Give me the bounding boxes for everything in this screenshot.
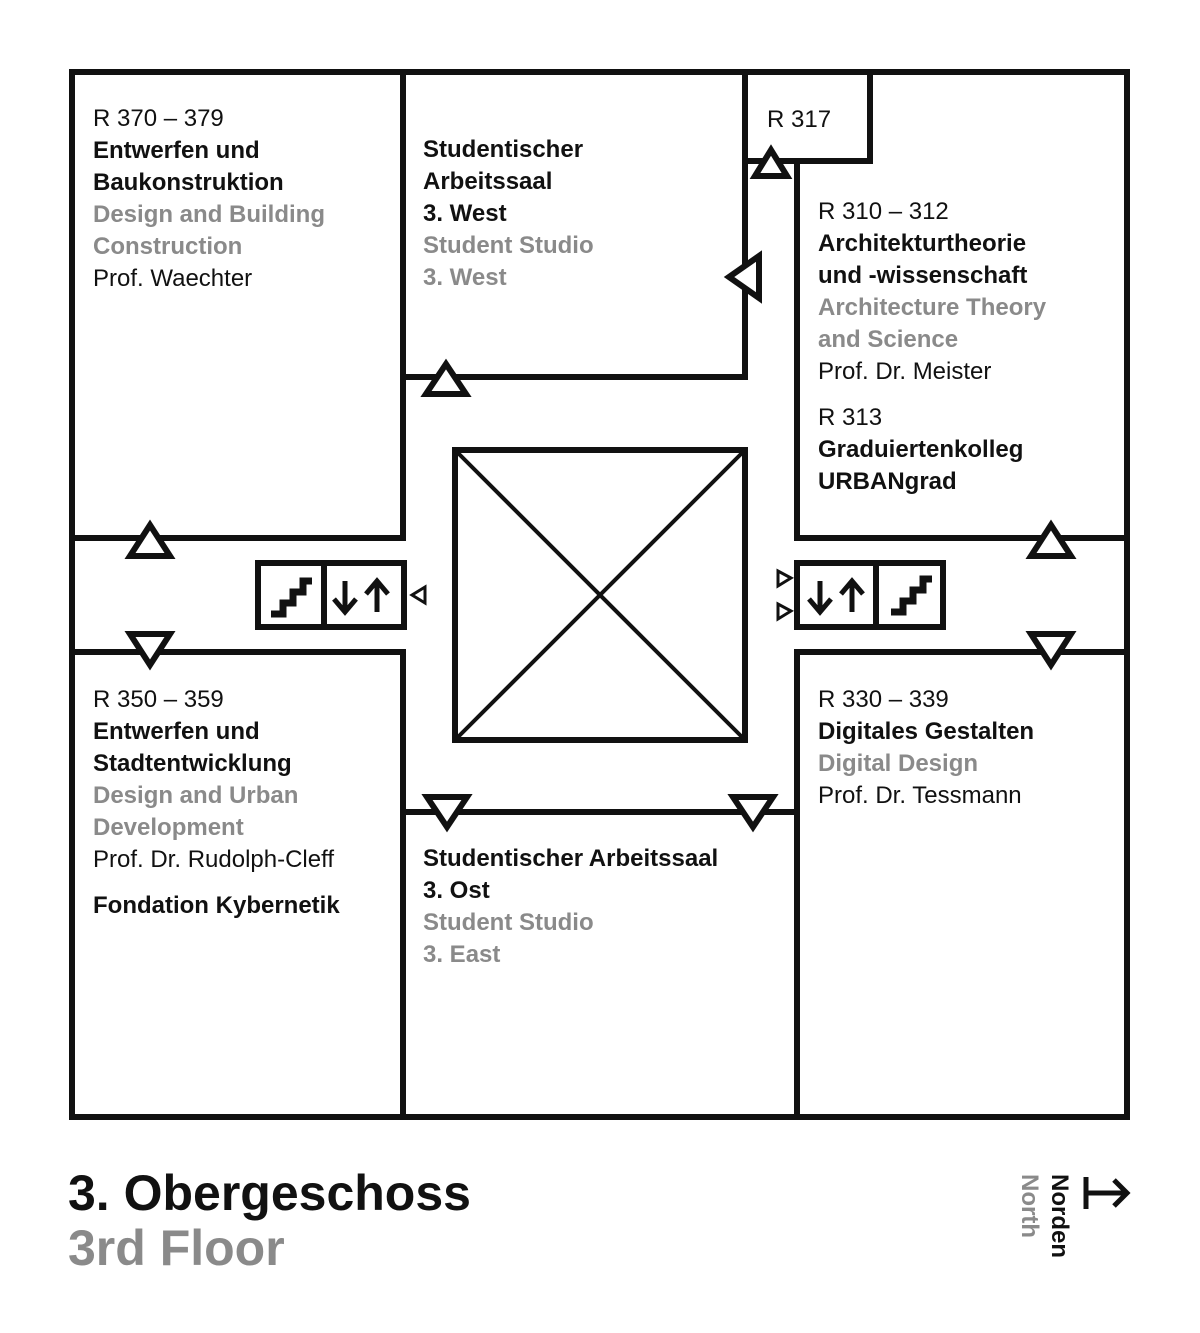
room-name-de: Baukonstruktion — [93, 169, 284, 196]
room-name-en: 3. East — [423, 941, 501, 968]
room-name-en: and Science — [818, 326, 959, 353]
room-professor: Prof. Dr. Rudolph-Cleff — [93, 846, 334, 873]
room-name-de: Stadtentwicklung — [93, 750, 292, 777]
room-name-de: und -wissenschaft — [818, 262, 1028, 289]
north-label-en: North — [1016, 1174, 1043, 1238]
room-studio-west — [423, 134, 594, 294]
room-name-de: Digitales Gestalten — [818, 718, 1035, 745]
room-extra: Fondation Kybernetik — [93, 892, 340, 919]
floor-title-en: 3rd Floor — [68, 1220, 285, 1276]
room-name-en: Architecture Theory — [818, 294, 1047, 321]
floor-title-de: 3. Obergeschoss — [68, 1165, 471, 1221]
room-name-en: Design and Building — [93, 201, 325, 228]
core-left — [258, 563, 404, 627]
room-370-379 — [93, 103, 325, 295]
door-triangle-icon — [412, 587, 425, 603]
room-professor: Prof. Dr. Meister — [818, 358, 992, 385]
room-professor: Prof. Dr. Tessmann — [818, 782, 1022, 809]
room-name-en: Digital Design — [818, 750, 979, 777]
north-arrow-icon — [1086, 1177, 1127, 1209]
room-name-en: Construction — [93, 233, 243, 260]
room-name-en: 3. West — [423, 264, 507, 291]
room-317 — [767, 104, 831, 136]
room-name-en: Design and Urban — [93, 782, 299, 809]
door-triangle-icon — [778, 571, 791, 586]
room-number: R 310 – 312 — [818, 198, 949, 225]
room-number-313: R 313 — [818, 404, 883, 431]
room-name-en: Development — [93, 814, 244, 841]
room-name-en: Student Studio — [423, 909, 594, 936]
room-310-312 — [818, 196, 1046, 498]
door-triangle-icon — [755, 150, 787, 176]
room-name-en: Student Studio — [423, 232, 594, 259]
room-name-de: Entwerfen und — [93, 718, 260, 745]
room-name-de: Architekturtheorie — [818, 230, 1027, 257]
room-number: R 370 – 379 — [93, 105, 224, 132]
room-number: R 330 – 339 — [818, 686, 949, 713]
room-name-de: Entwerfen und — [93, 137, 260, 164]
north-label-de: Norden — [1046, 1174, 1073, 1258]
room-studio-east — [423, 843, 718, 971]
room-number: R 317 — [767, 106, 832, 133]
room-professor: Prof. Waechter — [93, 265, 253, 292]
room-name-de: Studentischer Arbeitssaal — [423, 845, 719, 872]
room-330-339 — [818, 684, 1034, 812]
atrium-void-icon — [455, 450, 745, 740]
room-350-359 — [93, 684, 340, 922]
room-name-de: Studentischer — [423, 136, 584, 163]
room-name-de: 3. Ost — [423, 877, 490, 904]
room-name-de: Graduiertenkolleg — [818, 436, 1024, 463]
room-name-de: 3. West — [423, 200, 507, 227]
room-name-de: Arbeitssaal — [423, 168, 553, 195]
core-right — [797, 563, 943, 627]
door-triangle-icon — [778, 604, 791, 619]
room-number: R 350 – 359 — [93, 686, 224, 713]
room-name-de: URBANgrad — [818, 468, 957, 495]
